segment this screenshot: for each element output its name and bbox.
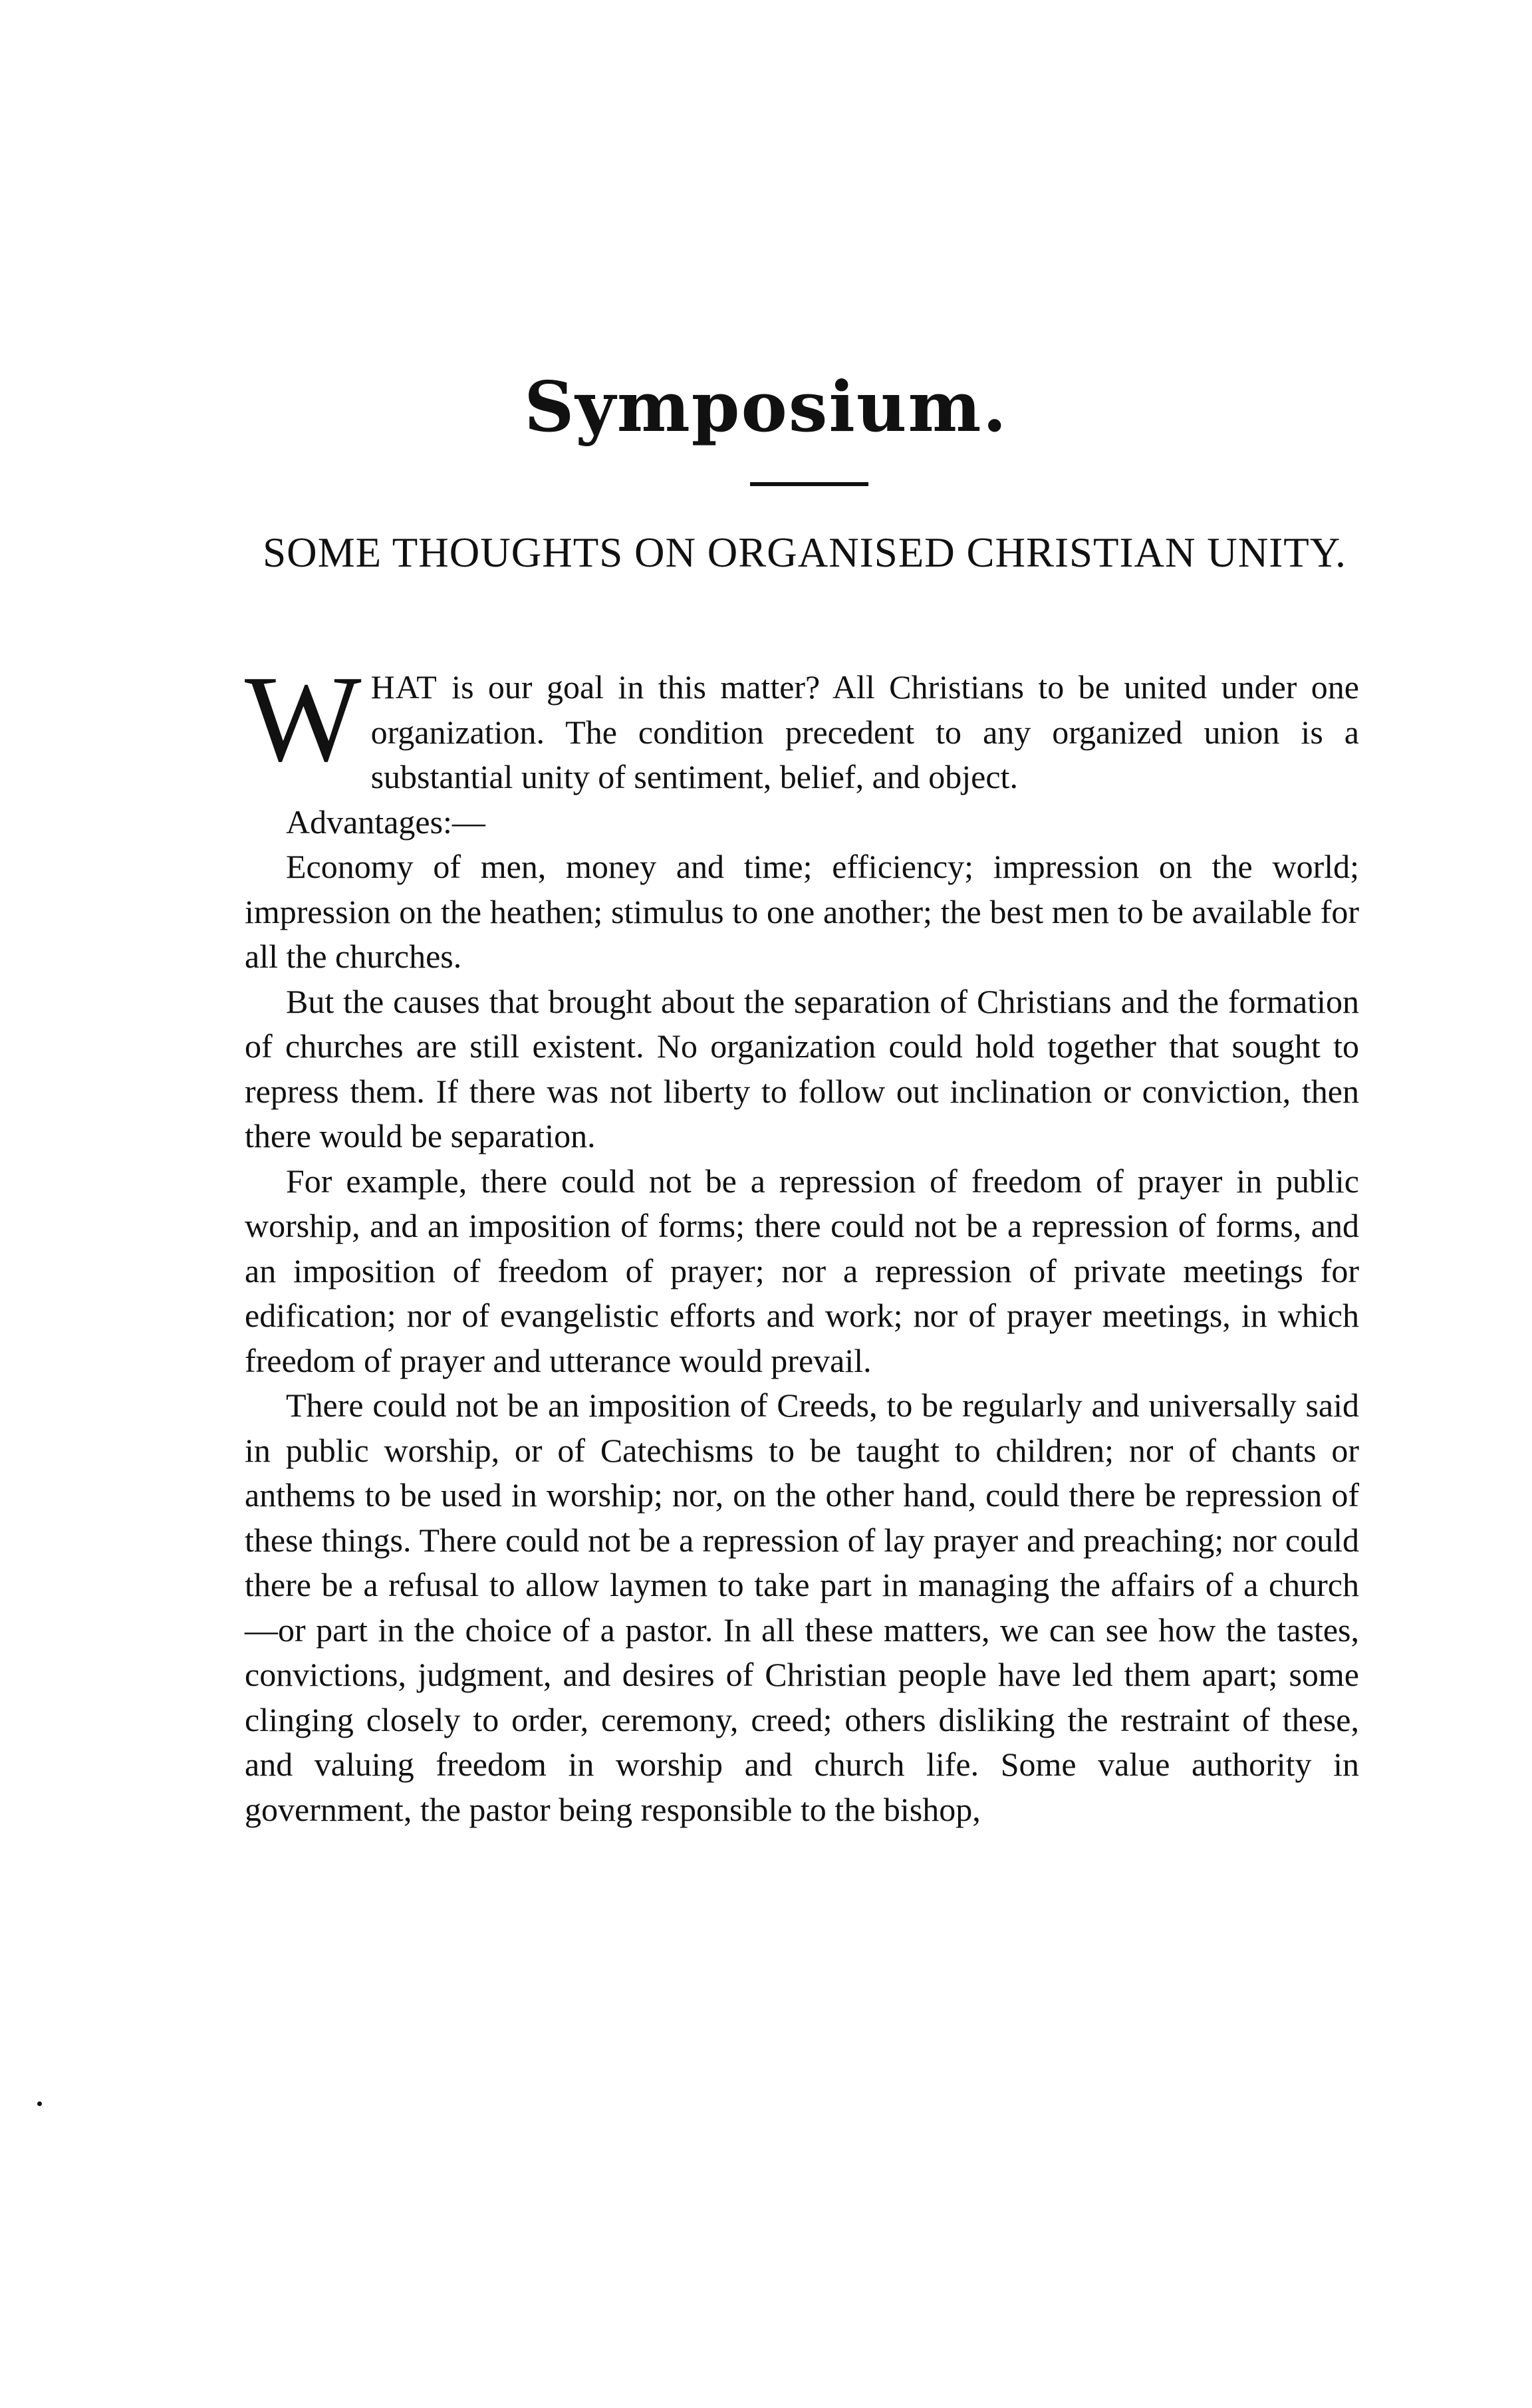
drop-cap: W	[245, 650, 362, 787]
paragraph-1	[245, 650, 1359, 800]
paragraph-5: For example, there could not be a repression of freedom of prayer in public worship, and an imposition of forms; there could not be a repression of forms, and an imposition of freedom of prayer; nor a repression of private meetings for edification; nor of evangelistic efforts and work; nor of prayer meetings, in which freedom of prayer and utterance would prevail.	[245, 1162, 1359, 1379]
paragraph-1-first-word: HAT	[370, 668, 438, 706]
paragraph-4: But the causes that brought about the separation of Christians and the formation of churches are still existent. No organization could hold together that sought to repress them. If there was not liberty to follow out inclination or conviction, then there would be separation.	[245, 982, 1359, 1154]
paragraph-2: Advantages:—	[286, 803, 485, 841]
article-body	[245, 650, 1359, 1832]
article-title: SOME THOUGHTS ON ORGANISED CHRISTIAN UNITY.	[263, 529, 1346, 576]
stray-mark	[37, 2101, 42, 2106]
title-rule	[750, 482, 868, 486]
paragraph-1-text: is our goal in this matter? All Christians to be united under one organization. The condition precedent to any organized union is a substantial unity of sentiment, belief, and object.	[370, 668, 1359, 795]
section-title: Symposium.	[524, 366, 1008, 448]
paragraph-6: There could not be an imposition of Creeds, to be regularly and universally said in public worship, or of Catechisms to be taught to children; nor of chants or anthems to be used in worship; nor, on the other hand, could there be repression of these things. There could not be a repression of lay prayer and preaching; nor could there be a refusal to allow laymen to take part in managing the affairs of a church—or part in the choice of a pastor. In all these matters, we can see how the tastes, convictions, judgment, and desires of Christian people have led them apart; some clinging closely to order, ceremony, creed; others disliking the restraint of these, and valuing freedom in worship and church life. Some value authority in government, the pastor being responsible to the bishop,	[245, 1387, 1359, 1828]
paragraph-3: Economy of men, money and time; efficiency; impression on the world; impression on the heathen; stimulus to one another; the best men to be available for all the churches.	[245, 848, 1359, 975]
